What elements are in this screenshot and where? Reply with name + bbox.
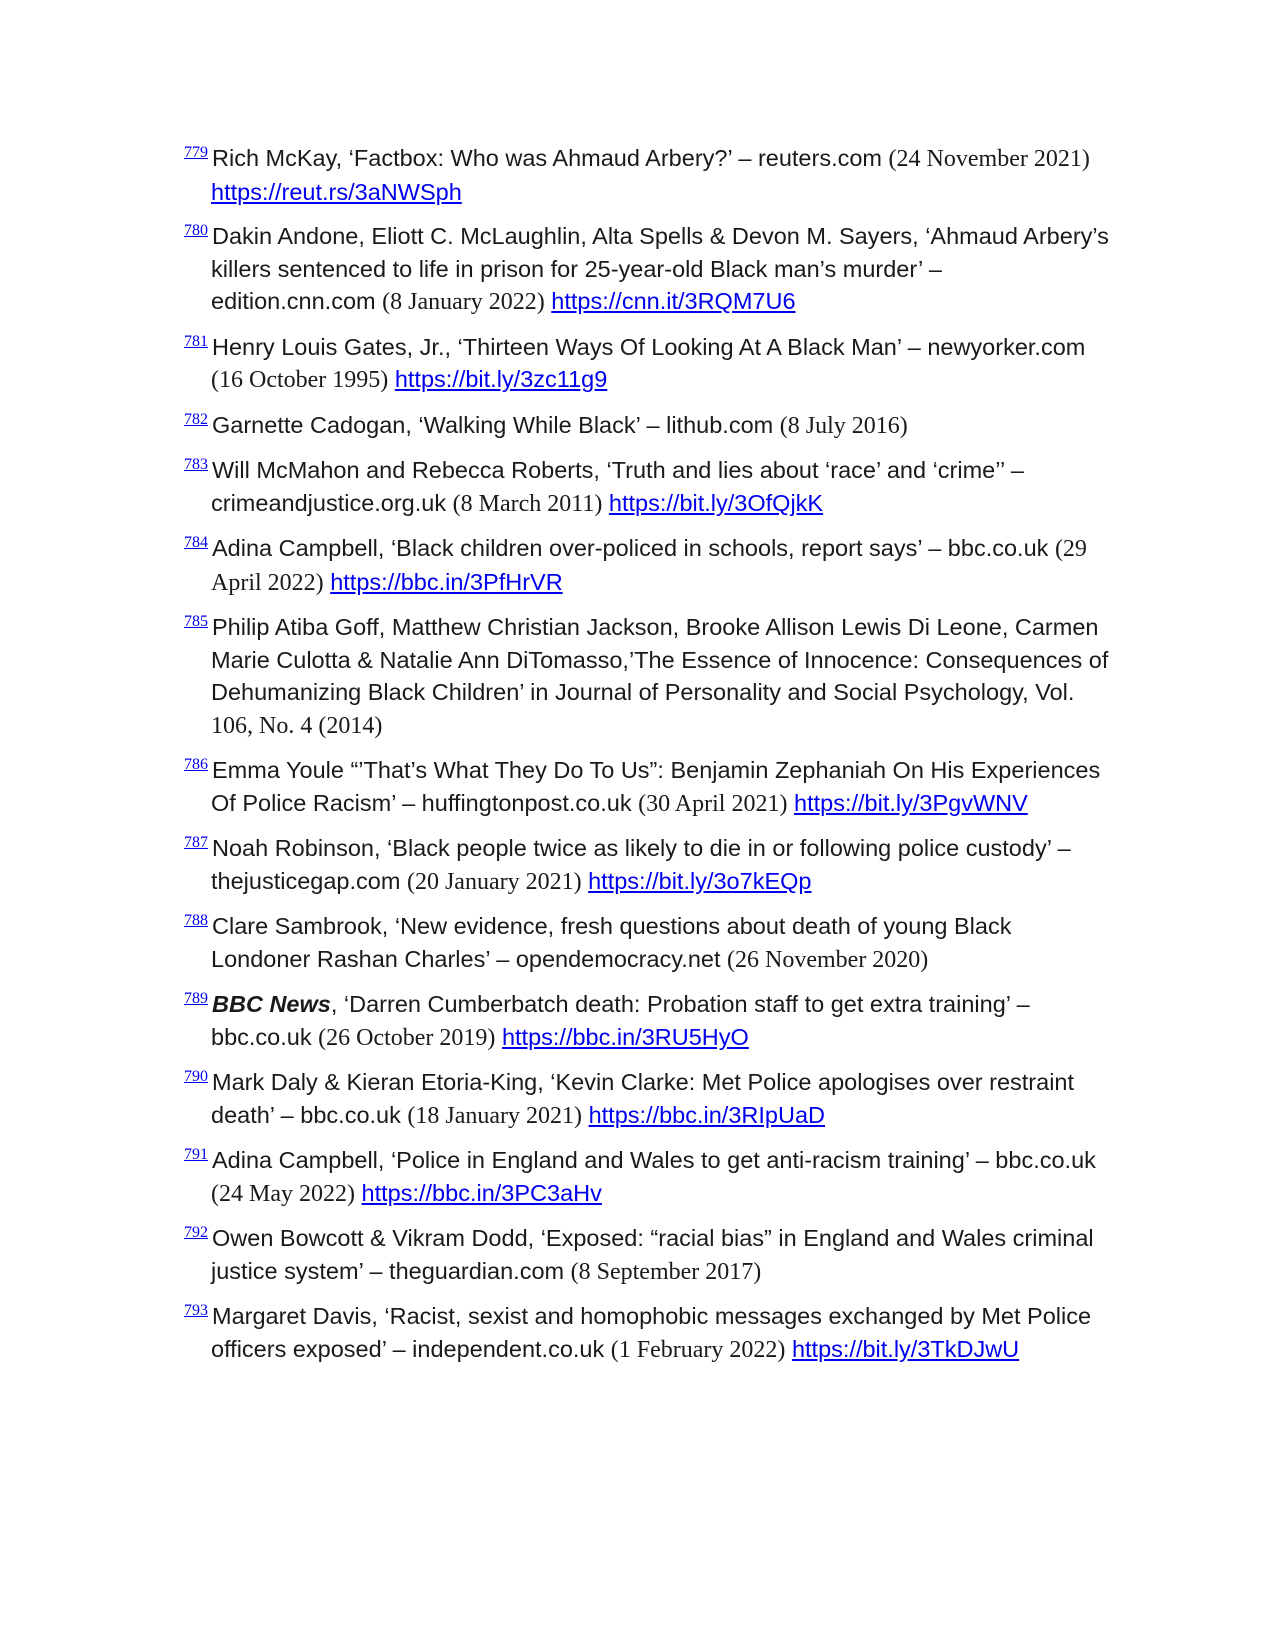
footnote-date: (24 May 2022) [211,1180,355,1207]
footnote-date: 106, No. 4 (2014) [211,712,383,739]
footnote-792 [184,1222,1110,1288]
footnote-790 [184,1066,1110,1132]
footnote-link[interactable]: https://bit.ly/3o7kEQp [588,867,812,894]
footnote-791 [184,1144,1110,1210]
footnote-date: (30 April 2021) [638,790,788,817]
footnote-number[interactable]: 780 [184,222,208,239]
footnote-date: (16 October 1995) [211,367,389,393]
footnote-text: Rich McKay, ‘Factbox: Who was Ahmaud Arbery?’ – reuters.com [212,145,883,171]
footnote-788 [184,910,1110,976]
footnote-date: (24 November 2021) [888,146,1090,172]
footnote-number[interactable]: 789 [184,990,208,1007]
footnote-date: (8 January 2022) [382,289,545,315]
footnote-780 [184,220,1110,319]
footnote-link[interactable]: https://bbc.in/3RIpUaD [588,1101,825,1128]
footnote-link[interactable]: https://bit.ly/3TkDJwU [791,1335,1020,1362]
footnote-text: Owen Bowcott & Vikram Dodd, ‘Exposed: “racial bias” in England and Wales criminal justice system’ – theguardian.com [211,1225,1094,1284]
footnote-text: Emma Youle “’That’s What They Do To Us”: Benjamin Zephaniah On His Experiences Of Police Racism’ – huffingtonpost.co.uk [211,757,1101,816]
footnote-link[interactable]: https://reut.rs/3aNWSph [211,178,462,205]
footnote-number[interactable]: 779 [184,144,208,161]
footnote-number[interactable]: 781 [184,332,208,350]
footnote-number[interactable]: 790 [184,1068,208,1085]
footnote-link[interactable]: https://cnn.it/3RQM7U6 [551,288,796,314]
footnote-date: (26 October 2019) [318,1024,496,1051]
footnote-number[interactable]: 793 [184,1302,208,1319]
footnote-785 [184,611,1110,742]
footnote-782 [184,409,1110,443]
footnote-text: Philip Atiba Goff, Matthew Christian Jackson, Brooke Allison Lewis Di Leone, Carmen Marie Culotta & Natalie Ann DiTomasso,’The Essence of Innocence: Consequences of Dehumanizing Black Children’ in Journal of Personality and Social Psychology, Vol. [211,614,1109,705]
footnote-date: (26 November 2020) [727,946,929,973]
footnote-793 [184,1300,1110,1366]
footnote-text: Margaret Davis, ‘Racist, sexist and homophobic messages exchanged by Met Police officers exposed’ – independent.co.uk [211,1303,1092,1362]
footnote-text: Adina Campbell, ‘Police in England and Wales to get anti-racism training’ – bbc.co.uk [212,1147,1096,1173]
footnote-781 [184,331,1110,397]
footnote-779 [184,142,1110,208]
footnote-783 [184,454,1110,520]
footnote-date: (29 April 2022) [211,536,1087,596]
footnote-number[interactable]: 784 [184,534,208,551]
footnote-784 [184,532,1110,599]
footnote-link[interactable]: https://bbc.in/3PC3aHv [361,1179,602,1206]
footnote-date: (8 September 2017) [570,1258,762,1285]
footnote-date: (8 July 2016) [779,412,908,439]
footnote-number[interactable]: 783 [184,456,208,473]
footnote-number[interactable]: 785 [184,613,208,630]
footnote-date: (18 January 2021) [407,1102,583,1129]
footnote-text: Noah Robinson, ‘Black people twice as likely to die in or following police custody’ – thejusticegap.com [211,835,1071,894]
footnote-number[interactable]: 791 [184,1146,208,1163]
footnote-text: Dakin Andone, Eliott C. McLaughlin, Alta Spells & Devon M. Sayers, ‘Ahmaud Arbery’s killers sentenced to life in prison for 25-year-old Black man’s murder’ – edition.cnn.com [211,223,1109,314]
footnote-text: Adina Campbell, ‘Black children over-policed in schools, report says’ – bbc.co.uk [212,535,1049,561]
footnote-number[interactable]: 787 [184,834,208,851]
footnote-link[interactable]: https://bit.ly/3OfQjkK [608,489,824,516]
footnote-text: Clare Sambrook, ‘New evidence, fresh questions about death of young Black Londoner Rashan Charles’ – opendemocracy.net [211,913,1012,972]
footnote-date: (8 March 2011) [452,490,603,517]
footnote-number[interactable]: 792 [184,1224,208,1241]
footnote-link[interactable]: https://bit.ly/3zc11g9 [394,366,608,392]
footnote-date: (1 February 2022) [610,1336,786,1363]
footnote-text: Will McMahon and Rebecca Roberts, ‘Truth and lies about ‘race’ and ‘crime’’ – crimeandjustice.org.uk [211,457,1024,516]
footnote-text: Mark Daly & Kieran Etoria-King, ‘Kevin Clarke: Met Police apologises over restraint death’ – bbc.co.uk [211,1069,1075,1128]
footnote-source: BBC News [212,991,331,1017]
footnote-date: (20 January 2021) [406,868,582,895]
footnote-number[interactable]: 786 [184,756,208,773]
footnote-link[interactable]: https://bit.ly/3PgvWNV [794,789,1028,816]
footnote-link[interactable]: https://bbc.in/3PfHrVR [330,568,563,595]
footnote-786 [184,754,1110,820]
footnote-text: Garnette Cadogan, ‘Walking While Black’ – lithub.com [212,411,774,438]
footnote-789 [184,988,1110,1054]
footnotes-list [184,142,1110,1378]
footnote-text: , ‘Darren Cumberbatch death: Probation staff to get extra training’ – bbc.co.uk [211,991,1030,1050]
footnote-number[interactable]: 788 [184,912,208,929]
footnote-text: Henry Louis Gates, Jr., ‘Thirteen Ways Of Looking At A Black Man’ – newyorker.com [212,333,1086,360]
footnote-link[interactable]: https://bbc.in/3RU5HyO [501,1023,749,1050]
footnote-number[interactable]: 782 [184,410,208,428]
footnote-787 [184,832,1110,898]
